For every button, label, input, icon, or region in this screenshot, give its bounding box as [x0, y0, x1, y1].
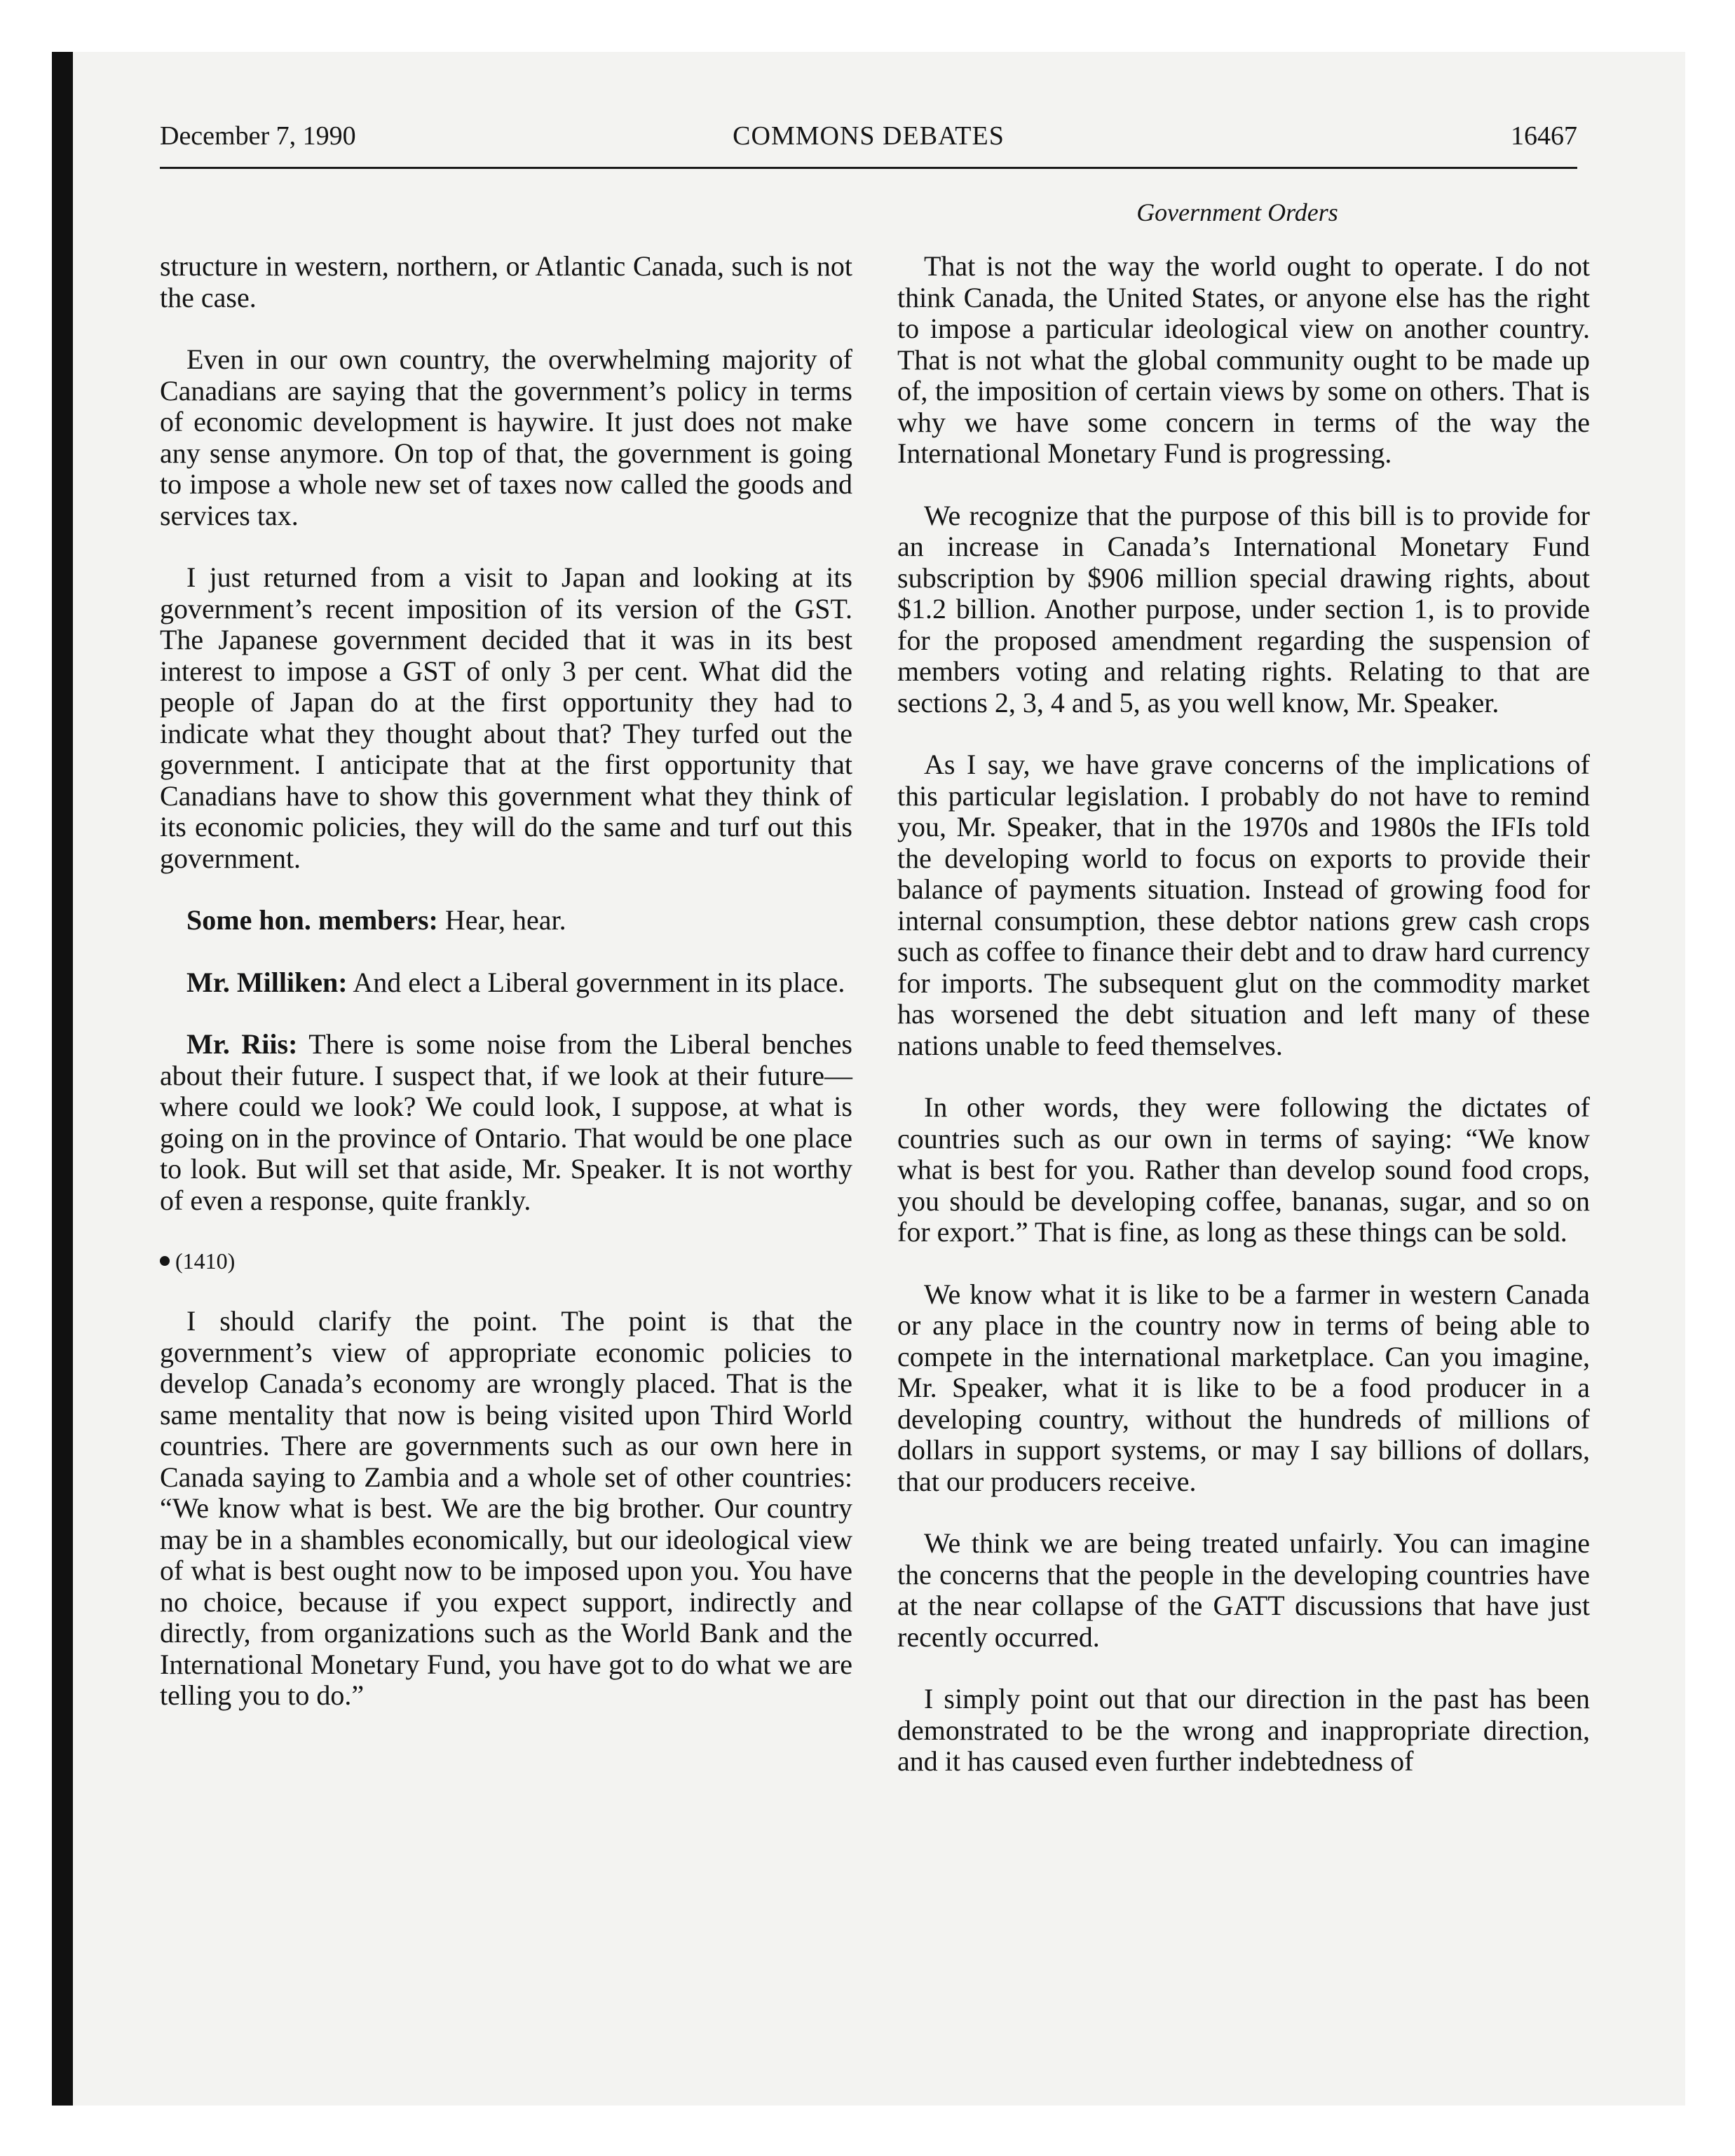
scan-edge-shadow	[52, 52, 73, 2106]
left-paragraph-3: I just returned from a visit to Japan and looking at its government’s recent imposition of its version of the GST. The Japanese government decided that it was in its best interest to impose a GST of only 3 per cent. What did the people of Japan do at the first opportunity they had to indicate what they thought about that? They turfed out the government. I anticipate that at the first opportunity that Canadians have to show this government what they think of its economic policies, they will do the same and turf out this government.	[160, 561, 852, 874]
section-heading: Government Orders	[1136, 198, 1338, 226]
right-paragraph-7: I simply point out that our direction in the past has been demonstrated to be the wrong and inappropriate direction, and it has caused even further indebtedness of	[897, 1683, 1590, 1777]
left-paragraph-7: I should clarify the point. The point is that the government’s view of appropriate economic policies to develop Canada’s economy are wrongly placed. That is the same mentality that now is being visited upon Third World countries. There are governments such as our own here in Canada saying to Zambia and a whole set of other countries: “We know what is best. We are the big brother. Our country may be in a shambles economically, but our ideological view of what is best ought now to be imposed upon you. You have no choice, because if you expect support, indirectly and directly, from organizations such as the World Bank and the International Monetary Fund, you have got to do what we are telling you to do.”	[160, 1305, 852, 1711]
page-header	[160, 116, 1577, 169]
header-date: December 7, 1990	[160, 121, 356, 151]
right-paragraph-2: We recognize that the purpose of this bill is to provide for an increase in Canada’s International Monetary Fund subscription by $906 million special drawing rights, about $1.2 billion. Another purpose, under section 1, is to provide for the proposed amendment regarding the suspension of members voting and relating rights. Relating to that are sections 2, 3, 4 and 5, as you well know, Mr. Speaker.	[897, 499, 1590, 718]
right-paragraph-1: That is not the way the world ought to operate. I do not think Canada, the United States, or anyone else has the right to impose a particular ideological view on another country. That is not what the global community ought to be made up of, the imposition of certain views by some on others. That is why we have some concern in terms of the way the International Monetary Fund is progressing.	[897, 250, 1590, 469]
left-speaker-paragraph-3	[160, 1029, 852, 1216]
speech-text: There is some noise from the Liberal benches about their future. I suspect that, if we look at their future—where could we look? We could look, I suppose, at what is going on in the province of Ontario. That would be one place to look. But will set that aside, Mr. Speaker. It is not worthy of even a response, quite frankly.	[160, 1028, 852, 1216]
right-paragraph-4: In other words, they were following the dictates of countries such as our own in terms of saying: “We know what is best for you. Rather than develop sound food crops, you should be developing coffee, bananas, sugar, and so on for export.” That is fine, as long as these things can be sold.	[897, 1091, 1590, 1248]
bullet-icon	[160, 1256, 170, 1266]
header-page-number: 16467	[1511, 121, 1577, 151]
left-speaker-paragraph-2	[160, 967, 852, 999]
time-marker-text: (1410)	[175, 1248, 236, 1274]
right-paragraph-5: We know what it is like to be a farmer in western Canada or any place in the country now in terms of being able to compete in the international marketplace. Can you imagine, Mr. Speaker, what it is like to be a food producer in a developing country, without the hundreds of millions of dollars in support systems, or may I say billions of dollars, that our producers receive.	[897, 1278, 1590, 1497]
right-paragraph-3: As I say, we have grave concerns of the implications of this particular legislation. I probably do not have to remind you, Mr. Speaker, that in the 1970s and 1980s the IFIs told the developing world to focus on exports to provide their balance of payments situation. Instead of growing food for internal consumption, these debtor nations grew cash crops such as coffee to finance their debt and to draw hard currency for imports. The subsequent glut on the commodity market has worsened the debt situation and left many of these nations unable to feed themselves.	[897, 749, 1590, 1061]
time-marker	[160, 1247, 852, 1275]
speaker-name: Mr. Milliken:	[186, 966, 348, 998]
left-paragraph-1: structure in western, northern, or Atlantic Canada, such is not the case.	[160, 250, 852, 313]
left-speaker-paragraph-1	[160, 905, 852, 936]
speech-text: And elect a Liberal government in its place.	[347, 966, 845, 998]
speech-text: Hear, hear.	[437, 904, 566, 936]
right-column	[897, 251, 1590, 1808]
left-paragraph-2: Even in our own country, the overwhelming majority of Canadians are saying that the government’s policy in terms of economic development is haywire. It just does not make any sense anymore. On top of that, the government is going to impose a whole new set of taxes now called the goods and services tax.	[160, 343, 852, 531]
right-paragraph-6: We think we are being treated unfairly. You can imagine the concerns that the people in the developing countries have at the near collapse of the GATT discussions that have just recently occurred.	[897, 1527, 1590, 1653]
speaker-name: Some hon. members:	[186, 904, 438, 936]
left-column	[160, 251, 852, 1742]
header-publication-title: COMMONS DEBATES	[733, 121, 1005, 151]
speaker-name: Mr. Riis:	[186, 1028, 298, 1060]
